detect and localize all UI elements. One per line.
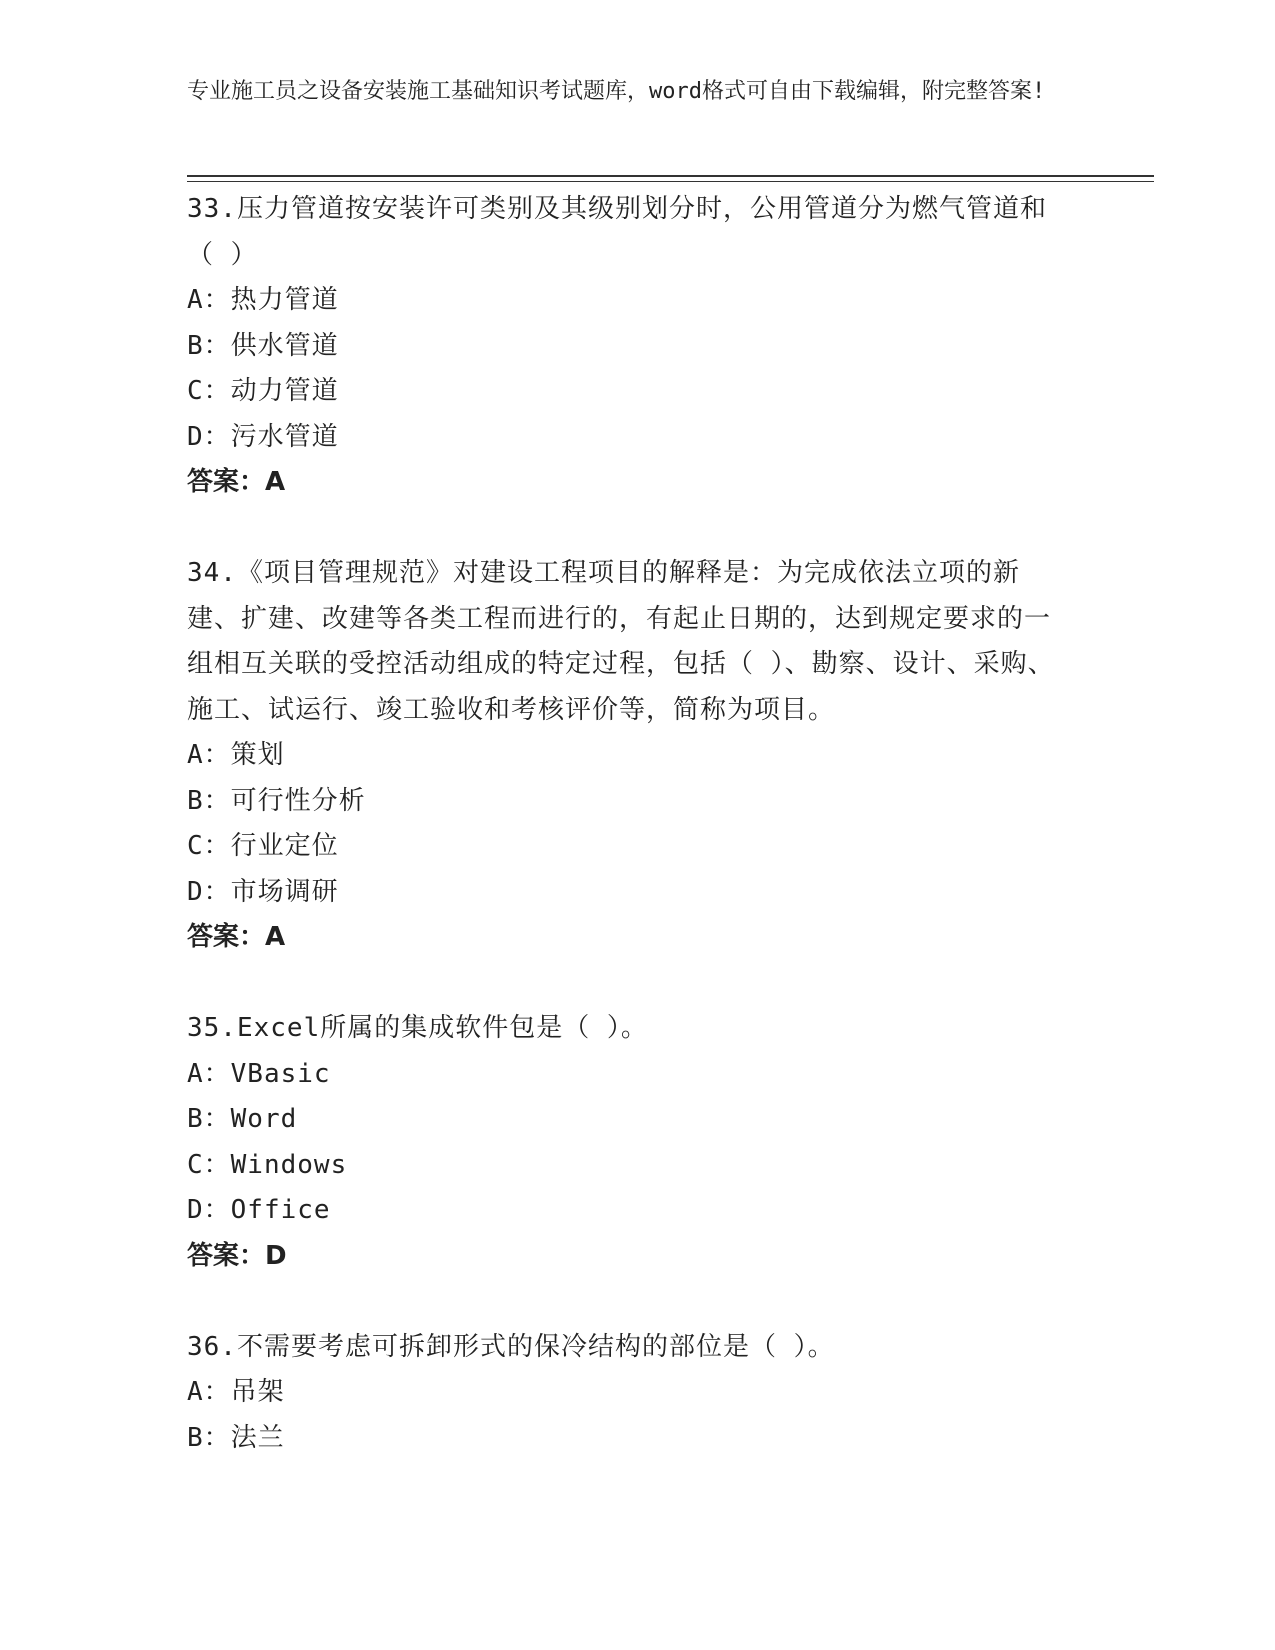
option-d: D：市场调研 bbox=[187, 876, 339, 907]
question-gap bbox=[187, 1279, 1067, 1325]
option-c: C：动力管道 bbox=[187, 376, 339, 406]
option-a: A：热力管道 bbox=[187, 285, 339, 315]
header-rule-thin bbox=[187, 181, 1154, 182]
question-33 bbox=[187, 187, 1067, 506]
option-a: A：吊架 bbox=[187, 1377, 285, 1407]
document-header: 专业施工员之设备安装施工基础知识考试题库，word格式可自由下载编辑，附完整答案! bbox=[187, 79, 1046, 104]
option-b: B：法兰 bbox=[187, 1422, 285, 1453]
option-b: B：可行性分析 bbox=[187, 785, 366, 816]
option-b: B：供水管道 bbox=[187, 330, 339, 361]
question-gap bbox=[187, 961, 1067, 1007]
option-b: B：Word bbox=[187, 1104, 298, 1134]
question-36 bbox=[187, 1325, 1067, 1462]
question-list bbox=[187, 187, 1067, 1461]
option-a: A：策划 bbox=[187, 740, 285, 770]
option-d: D：污水管道 bbox=[187, 421, 339, 452]
option-c: C：Windows bbox=[187, 1149, 348, 1180]
answer-line: 答案：A bbox=[187, 467, 286, 497]
answer-line: 答案：D bbox=[187, 1240, 287, 1271]
question-stem: 36.不需要考虑可拆卸形式的保冷结构的部位是（ ）。 bbox=[187, 1331, 835, 1362]
option-a: A：VBasic bbox=[187, 1058, 331, 1089]
question-34 bbox=[187, 551, 1067, 961]
option-d: D：Office bbox=[187, 1195, 331, 1225]
question-stem: 35.Excel所属的集成软件包是（ ）。 bbox=[187, 1013, 648, 1043]
answer-line: 答案：A bbox=[187, 922, 286, 952]
header-rule-thick bbox=[187, 175, 1154, 177]
option-c: C：行业定位 bbox=[187, 831, 339, 861]
question-stem: 33.压力管道按安装许可类别及其级别划分时，公用管道分为燃气管道和（ ） bbox=[187, 194, 1047, 270]
question-35 bbox=[187, 1006, 1067, 1279]
question-stem: 34.《项目管理规范》对建设工程项目的解释是：为完成依法立项的新建、扩建、改建等各类工程而进行的，有起止日期的，达到规定要求的一组相互关联的受控活动组成的特定过程，包括（ ）、勘察、设计、采购、施工、试运行、竣工验收和考核评价等，简称为项目。 bbox=[187, 558, 1055, 725]
question-gap bbox=[187, 506, 1067, 552]
